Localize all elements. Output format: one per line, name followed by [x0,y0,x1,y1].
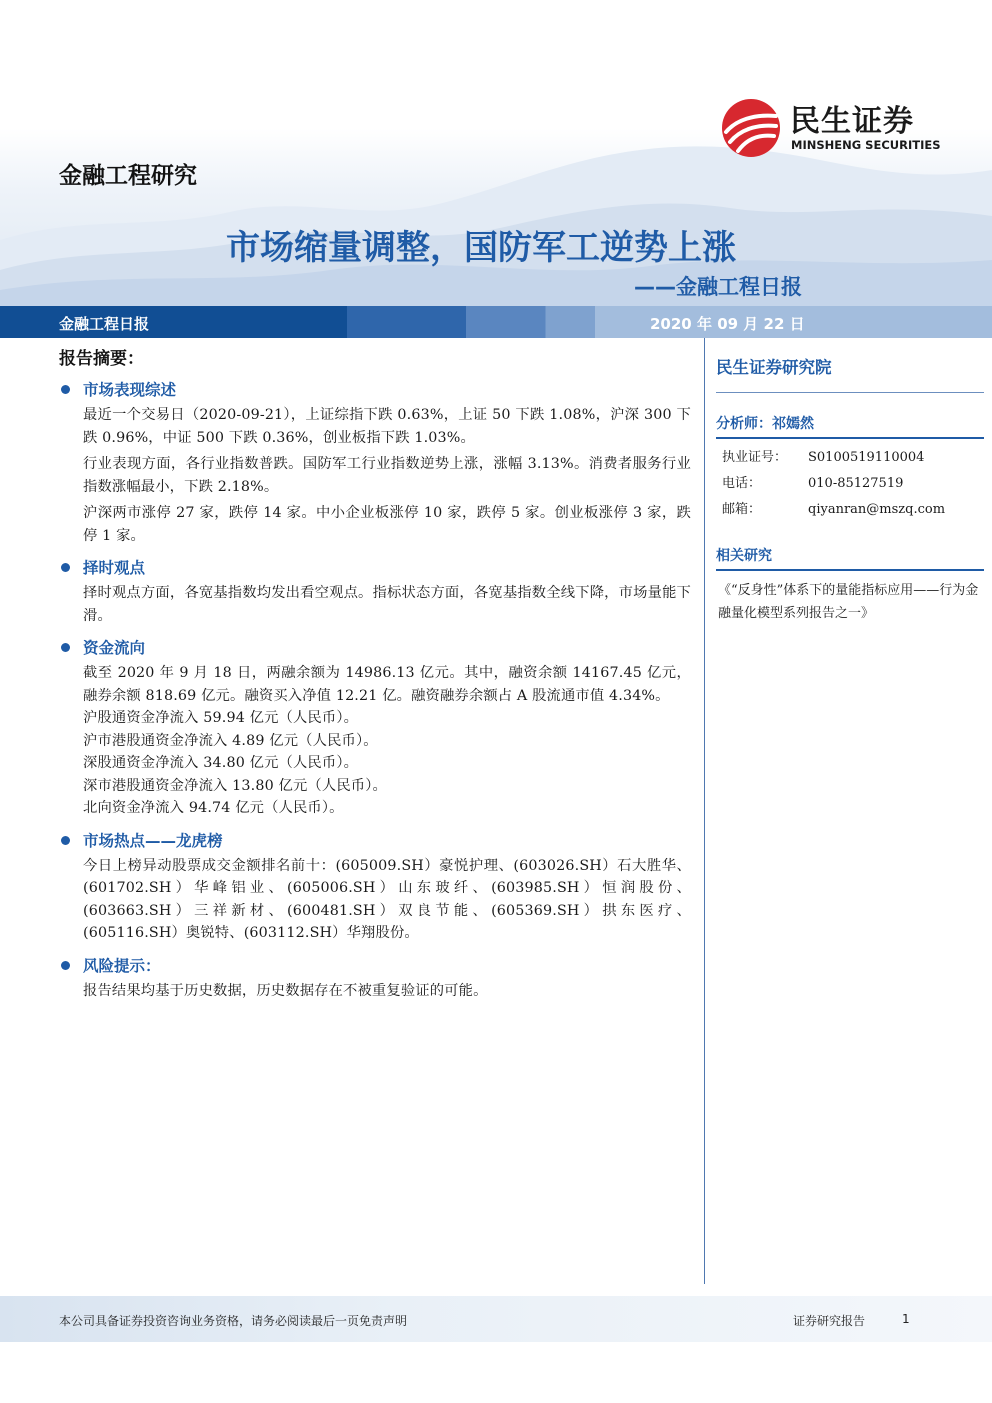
bullet-icon [61,643,70,652]
section-title: 市场表现综述 [83,381,177,399]
paragraph: 今日上榜异动股票成交金额排名前十：(605009.SH）豪悦护理、(603026.SH）石大胜华、(601702.SH）华峰铝业、(605006.SH）山东玻纤、(603985.SH）恒润股份、(603663.SH）三祥新材、(600481.SH）双良节能、(605369.SH）拱东医疗、(605116.SH）奥锐特、(603112.SH）华翔股份。 [83,857,691,941]
section-fund-flow [59,636,691,820]
section-title: 择时观点 [83,559,146,577]
bullet-icon [61,961,70,970]
summary-column [59,344,691,1002]
paragraph: 择时观点方面，各宽基指数均发出看空观点。指标状态方面，各宽基指数全线下降，市场量能下滑。 [83,585,691,624]
section-market-overview [59,378,691,547]
institute-name: 民生证券研究院 [716,354,984,393]
summary-title: 报告摘要： [59,349,144,369]
logo-english-name: MINSHENG SECURITIES [791,138,941,152]
bullet-icon [61,385,70,394]
report-title: 市场缩量调整，国防军工逆势上涨 [226,228,736,268]
paragraph: 行业表现方面，各行业指数普跌。国防军工行业指数逆势上涨，涨幅 3.13%。消费者服务行业指数涨幅最小，下跌 2.18%。 [83,456,691,495]
page-number: 1 [902,1312,910,1326]
section-timing-view [59,556,691,627]
contact-row [716,497,984,523]
section-title: 风险提示： [83,956,161,975]
paragraph: 报告结果均基于历史数据，历史数据存在不被重复验证的可能。 [83,982,488,999]
phone-number: 010-85127519 [808,476,904,491]
paragraph: 沪股通资金净流入 59.94 亿元（人民币）。 [83,710,359,726]
report-subtitle: ——金融工程日报 [634,275,802,299]
report-header [0,0,992,306]
minsheng-logo-icon [720,98,782,158]
report-band [0,306,992,338]
contact-row [716,471,984,497]
section-risk-warning [59,954,691,1003]
related-research-item[interactable]: 《“反身性”体系下的量能指标应用——行为金融量化模型系列报告之一》 [718,583,979,621]
paragraph: 截至 2020 年 9 月 18 日，两融余额为 14986.13 亿元。其中，融资余额 14167.45 亿元，融券余额 818.69 亿元。融资买入净值 12.21 亿。融资融券余额占 A 股流通市值 4.34%。 [83,665,691,704]
column-divider [704,338,705,1284]
page-footer [0,1296,992,1342]
footer-doc-type: 证券研究报告 [793,1314,866,1328]
section-title: 资金流向 [83,639,146,657]
report-date: 2020 年 09 月 22 日 [650,315,805,333]
contact-label: 电话： [722,476,762,491]
paragraph: 沪深两市涨停 27 家，跌停 14 家。中小企业板涨停 10 家，跌停 5 家。创业板涨停 3 家，跌停 1 家。 [83,505,691,544]
paragraph: 深市港股通资金净流入 13.80 亿元（人民币）。 [83,777,387,794]
report-type: 金融工程日报 [59,315,150,333]
contact-label: 邮箱： [722,502,762,517]
email-link[interactable]: qiyanran@mszq.com [808,502,946,517]
company-logo [720,96,960,160]
section-hot-list [59,829,691,945]
contact-info [716,445,984,523]
paragraph: 深股通资金净流入 34.80 亿元（人民币）。 [83,755,359,771]
contact-label: 执业证号： [722,450,788,465]
bullet-icon [61,836,70,845]
paragraph: 最近一个交易日（2020-09-21），上证综指下跌 0.63%，上证 50 下跌 1.08%，沪深 300 下跌 0.96%，中证 500 下跌 0.36%，创业板指下跌 1.03%。 [83,407,691,446]
related-research-title: 相关研究 [716,545,984,571]
footer-disclaimer: 本公司具备证券投资咨询业务资格，请务必阅读最后一页免责声明 [59,1314,408,1328]
logo-chinese-name: 民生证券 [790,104,914,139]
paragraph: 北向资金净流入 94.74 亿元（人民币）。 [83,800,344,816]
report-category: 金融工程研究 [59,163,197,189]
paragraph: 沪市港股通资金净流入 4.89 亿元（人民币）。 [83,732,378,749]
license-number: S0100519110004 [808,450,925,465]
analyst-name: 分析师：祁嫣然 [716,413,984,439]
section-title: 市场热点——龙虎榜 [83,831,223,850]
contact-row [716,445,984,471]
sidebar [716,354,984,625]
bullet-icon [61,563,70,572]
